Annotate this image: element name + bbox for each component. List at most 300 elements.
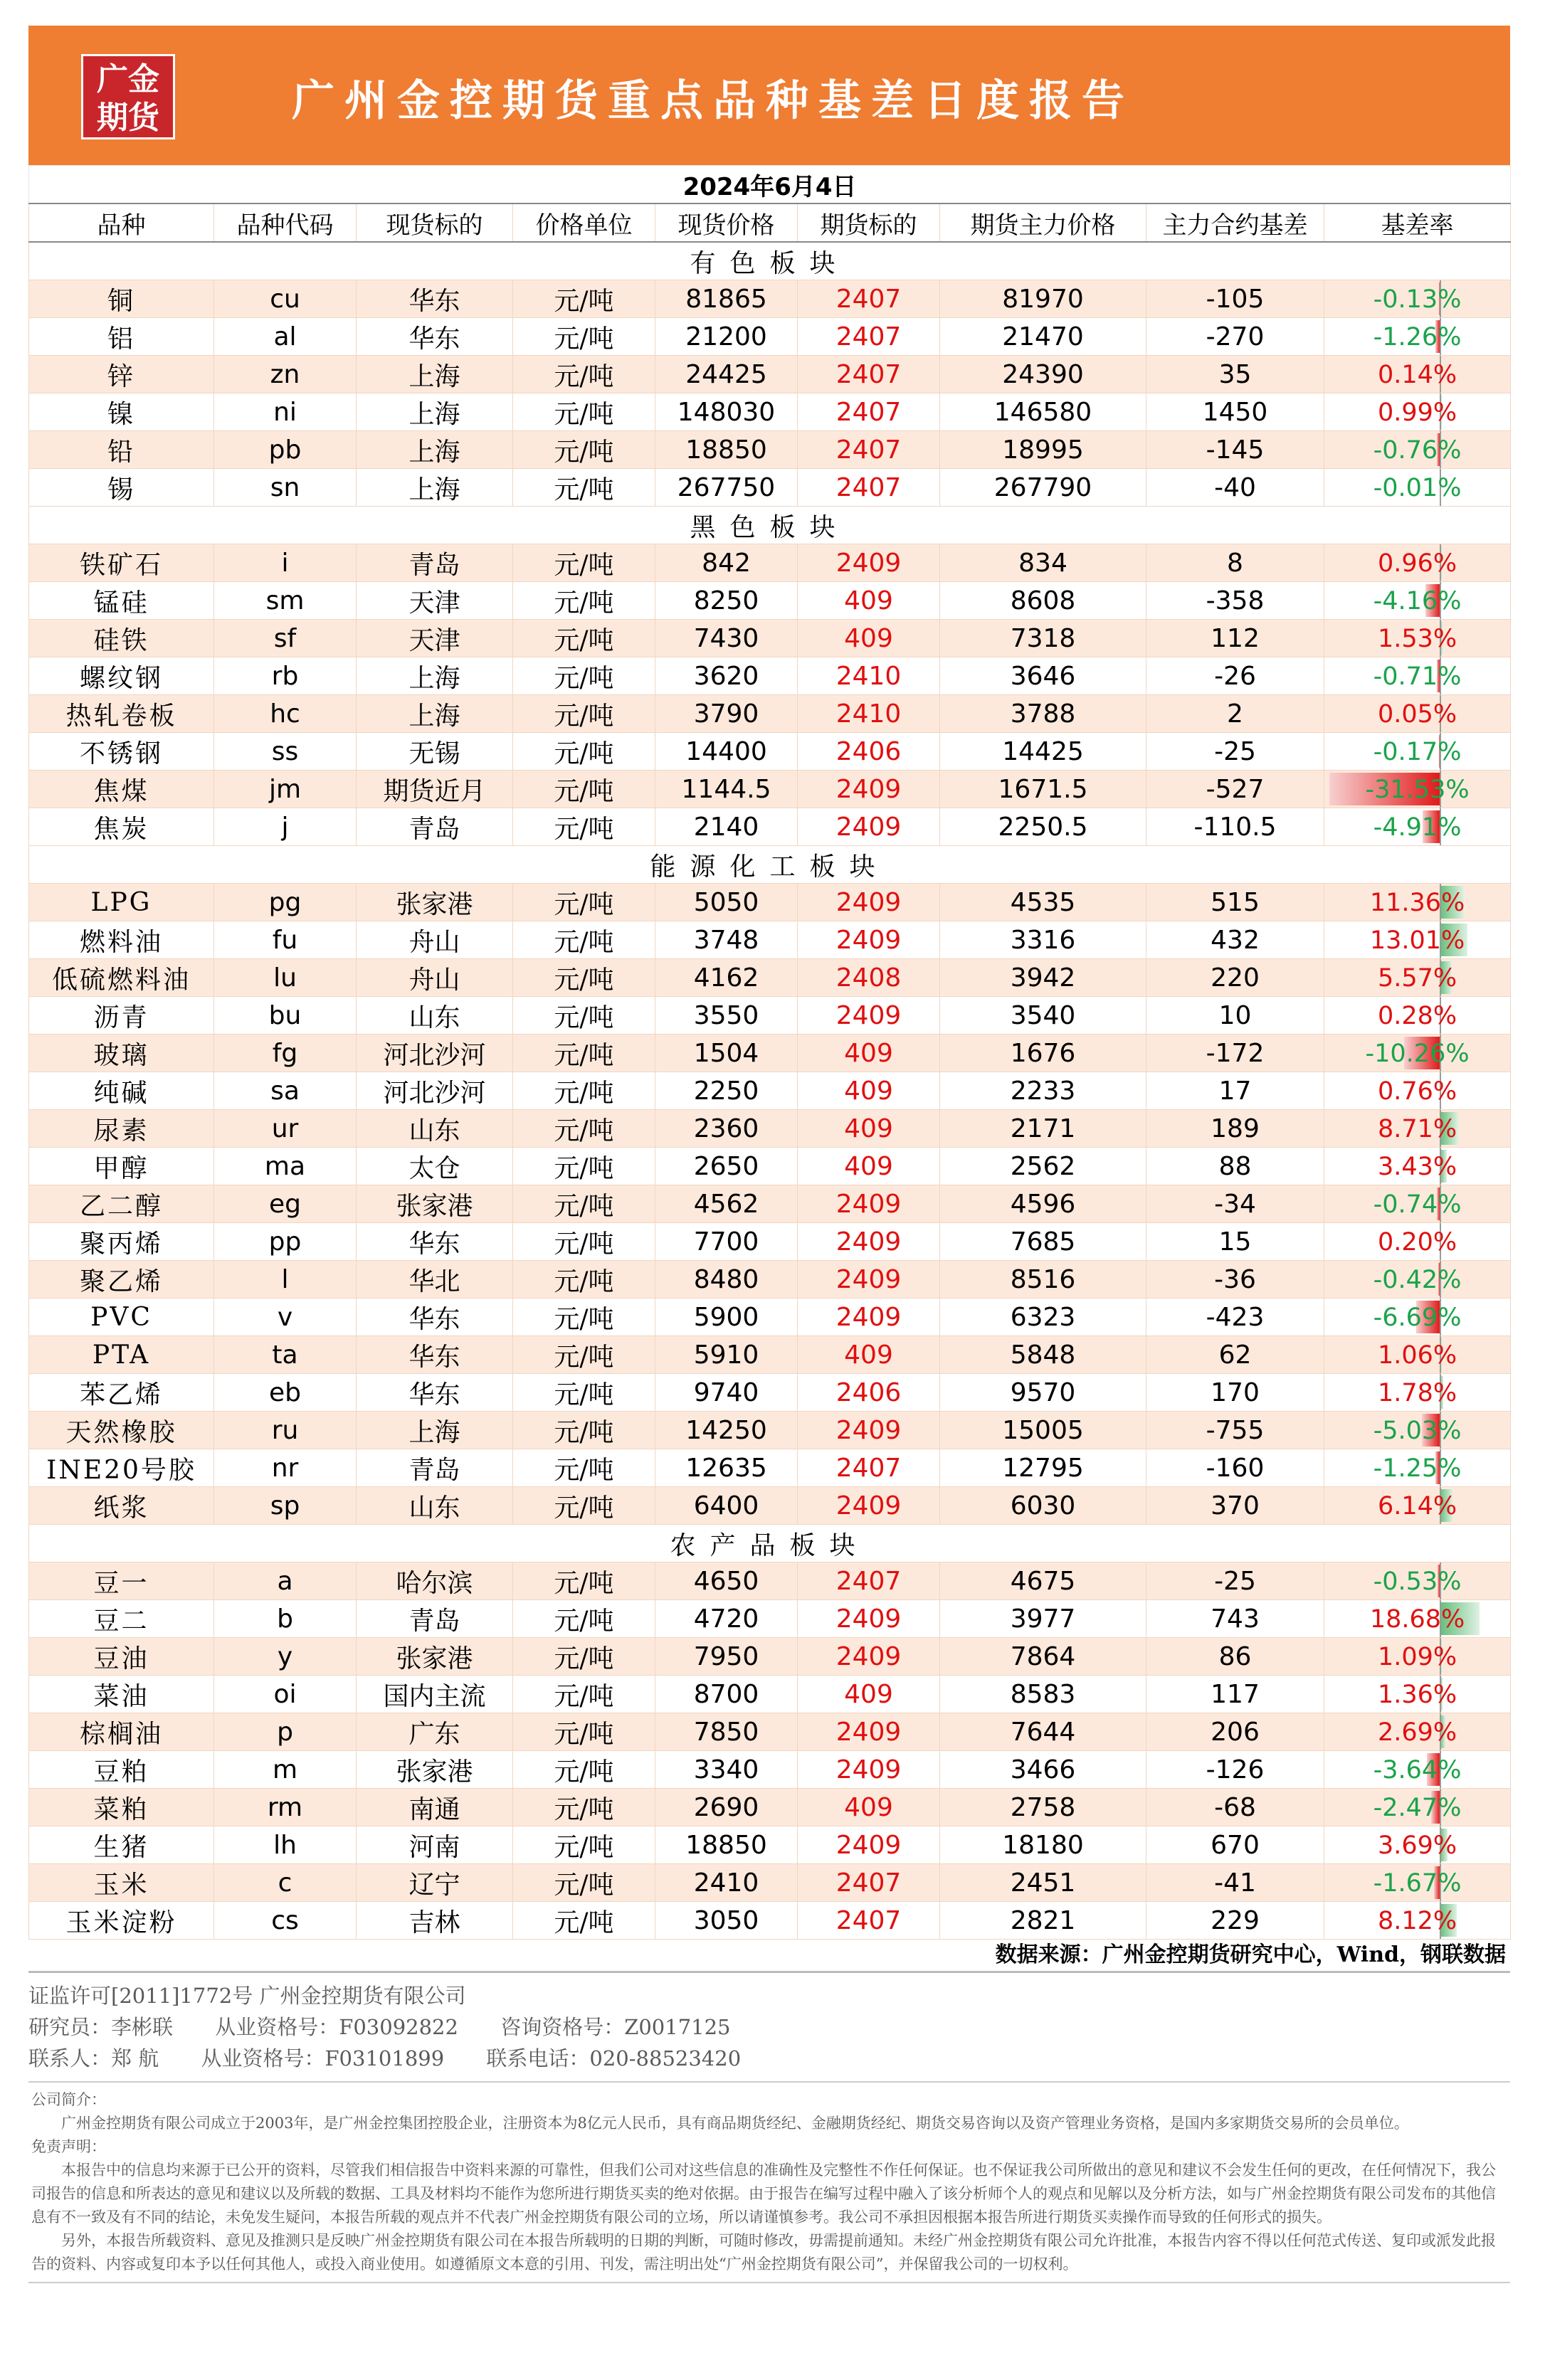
commodity-code: y: [214, 1638, 357, 1676]
commodity-code: b: [214, 1600, 357, 1638]
table-row: [29, 1638, 1511, 1676]
commodity-code: l: [214, 1261, 357, 1299]
disclaimer-paragraph-2: 另外，本报告所载资料、意见及推测只是反映广州金控期货有限公司在本报告所载明的日期的判断，可随时修改，毋需提前通知。未经广州金控期货有限公司允许批准，本报告内容不得以任何范式传送、复印或派发此报告的资料、内容或复印本予以任何其他人，或投入商业使用。如遵循原文本意的引用、刊发，需注明出处“广州金控期货有限公司”，并保留我公司的一切权利。: [31, 2232, 1496, 2273]
logo-line-2: 期货: [97, 100, 159, 136]
basis-rate-value: -6.69%: [1373, 1303, 1462, 1332]
futures-price: 2562: [940, 1148, 1146, 1185]
table-row: [29, 1110, 1511, 1148]
price-unit: 元/吨: [513, 469, 655, 507]
basis-rate-cell: [1324, 1864, 1511, 1902]
spot-price: 3620: [655, 657, 798, 695]
basis-rate-cell: [1324, 1374, 1511, 1412]
basis-rate-cell: [1324, 280, 1511, 318]
basis-rate-value: 0.76%: [1377, 1077, 1457, 1106]
futures-contract: 409: [798, 1035, 940, 1072]
commodity-code: p: [214, 1713, 357, 1751]
futures-price: 4675: [940, 1562, 1146, 1600]
spot-location: 青岛: [357, 1600, 513, 1638]
table-row: [29, 1676, 1511, 1713]
futures-price: 18180: [940, 1826, 1146, 1864]
commodity-name: INE20号胶: [29, 1449, 214, 1487]
basis-rate-value: 1.53%: [1377, 624, 1457, 653]
futures-price: 3942: [940, 959, 1146, 997]
basis-value: 117: [1146, 1676, 1324, 1713]
basis-value: 515: [1146, 884, 1324, 921]
basis-rate-value: -0.53%: [1373, 1567, 1462, 1596]
futures-contract: 2409: [798, 884, 940, 921]
spot-price: 3340: [655, 1751, 798, 1789]
basis-rate-value: -5.03%: [1373, 1416, 1462, 1445]
spot-price: 4562: [655, 1185, 798, 1223]
commodity-code: v: [214, 1299, 357, 1336]
commodity-code: sp: [214, 1487, 357, 1525]
spot-location: 张家港: [357, 1751, 513, 1789]
spot-price: 9740: [655, 1374, 798, 1412]
spot-price: 1144.5: [655, 771, 798, 808]
futures-contract: 2409: [798, 808, 940, 846]
spot-location: 张家港: [357, 1638, 513, 1676]
basis-rate-value: -0.76%: [1373, 435, 1462, 465]
commodity-code: nr: [214, 1449, 357, 1487]
futures-price: 2821: [940, 1902, 1146, 1940]
commodity-code: sn: [214, 469, 357, 507]
table-row: [29, 431, 1511, 469]
basis-value: 17: [1146, 1072, 1324, 1110]
commodity-code: zn: [214, 356, 357, 393]
spot-price: 267750: [655, 469, 798, 507]
futures-contract: 2410: [798, 695, 940, 733]
contact-name: 联系人：郑 航: [28, 2046, 159, 2070]
table-row: [29, 1449, 1511, 1487]
disclaimer-paragraph-1: 本报告中的信息均来源于已公开的资料，尽管我们相信报告中资料来源的可靠性，但我们公司对这些信息的准确性及完整性不作任何保证。也不保证我公司所做出的意见和建议不会发生任何的更改，在任何情况下，我公司报告的信息和所表达的意见和建议以及所载的数据、工具及材料均不能作为您所进行期货买卖的绝对依据。由于报告在编写过程中融入了该分析师个人的观点和见解以及分析方法，如与广州金控期货有限公司发布的其他信息有不一致及有不同的结论，未免发生疑问，本报告所载的观点并不代表广州金控期货有限公司的立场，所以请谨慎参考。我公司不承担因根据本报告所进行期货买卖操作而导致的任何形式的损失。: [31, 2162, 1496, 2226]
basis-rate-cell: [1324, 1562, 1511, 1600]
basis-rate-value: 6.14%: [1377, 1491, 1457, 1520]
futures-price: 3466: [940, 1751, 1146, 1789]
price-unit: 元/吨: [513, 1223, 655, 1261]
spot-location: 哈尔滨: [357, 1562, 513, 1600]
table-row: [29, 544, 1511, 582]
price-unit: 元/吨: [513, 1299, 655, 1336]
basis-value: -34: [1146, 1185, 1324, 1223]
table-row: [29, 997, 1511, 1035]
table-row: [29, 318, 1511, 356]
spot-price: 8700: [655, 1676, 798, 1713]
commodity-name: 铁矿石: [29, 544, 214, 582]
commodity-name: 豆油: [29, 1638, 214, 1676]
spot-price: 7700: [655, 1223, 798, 1261]
spot-price: 18850: [655, 1826, 798, 1864]
commodity-code: a: [214, 1562, 357, 1600]
basis-value: -25: [1146, 1562, 1324, 1600]
price-unit: 元/吨: [513, 771, 655, 808]
basis-rate-value: -0.01%: [1373, 473, 1462, 502]
basis-rate-cell: [1324, 997, 1511, 1035]
basis-rate-cell: [1324, 808, 1511, 846]
spot-price: 1504: [655, 1035, 798, 1072]
table-row: [29, 1261, 1511, 1299]
futures-price: 12795: [940, 1449, 1146, 1487]
section-title: 农产品板块: [29, 1525, 1511, 1562]
table-row: [29, 469, 1511, 507]
basis-value: -527: [1146, 771, 1324, 808]
futures-price: 2451: [940, 1864, 1146, 1902]
spot-location: 河北沙河: [357, 1072, 513, 1110]
basis-rate-value: -0.42%: [1373, 1265, 1462, 1294]
table-row: [29, 1412, 1511, 1449]
spot-price: 5900: [655, 1299, 798, 1336]
price-unit: 元/吨: [513, 1902, 655, 1940]
basis-value: 1450: [1146, 393, 1324, 431]
spot-price: 2690: [655, 1789, 798, 1826]
basis-rate-cell: [1324, 733, 1511, 771]
basis-rate-cell: [1324, 1148, 1511, 1185]
spot-price: 5910: [655, 1336, 798, 1374]
spot-price: 2140: [655, 808, 798, 846]
basis-rate-cell: [1324, 1336, 1511, 1374]
futures-contract: 409: [798, 1110, 940, 1148]
spot-location: 无锡: [357, 733, 513, 771]
date-row: [29, 166, 1511, 204]
table-row: [29, 1374, 1511, 1412]
basis-value: 88: [1146, 1148, 1324, 1185]
section-header-row: [29, 846, 1511, 884]
table-row: [29, 1299, 1511, 1336]
basis-rate-value: 3.69%: [1377, 1831, 1457, 1860]
futures-contract: 2409: [798, 1412, 940, 1449]
futures-contract: 2406: [798, 1374, 940, 1412]
basis-value: -41: [1146, 1864, 1324, 1902]
report-header: [28, 26, 1510, 165]
basis-rate-cell: [1324, 695, 1511, 733]
basis-value: -68: [1146, 1789, 1324, 1826]
futures-contract: 2409: [798, 1185, 940, 1223]
basis-rate-cell: [1324, 356, 1511, 393]
basis-value: 15: [1146, 1223, 1324, 1261]
basis-rate-value: -0.13%: [1373, 285, 1462, 314]
table-row: [29, 695, 1511, 733]
column-header: 期货主力价格: [940, 203, 1146, 242]
commodity-name: 铅: [29, 431, 214, 469]
price-unit: 元/吨: [513, 1035, 655, 1072]
basis-rate-cell: [1324, 1600, 1511, 1638]
basis-rate-value: -4.16%: [1373, 586, 1462, 615]
basis-rate-value: 13.01%: [1369, 926, 1465, 955]
basis-rate-value: 18.68%: [1369, 1604, 1465, 1634]
futures-price: 8516: [940, 1261, 1146, 1299]
intro-text: 广州金控期货有限公司成立于2003年，是广州金控集团控股企业，注册资本为8亿元人民币，具有商品期货经纪、金融期货经纪、期货交易咨询以及资产管理业务资格，是国内多家期货交易所的会员单位。: [61, 2115, 1409, 2132]
basis-rate-value: -1.25%: [1373, 1454, 1462, 1483]
commodity-code: ta: [214, 1336, 357, 1374]
report-title: 广州金控期货重点品种基差日度报告: [292, 76, 1134, 126]
spot-price: 18850: [655, 431, 798, 469]
commodity-name: 尿素: [29, 1110, 214, 1148]
spot-location: 张家港: [357, 1185, 513, 1223]
futures-contract: 409: [798, 1336, 940, 1374]
basis-value: 112: [1146, 620, 1324, 657]
basis-rate-value: -1.26%: [1373, 322, 1462, 351]
commodity-code: eg: [214, 1185, 357, 1223]
basis-rate-value: 3.43%: [1377, 1152, 1457, 1181]
price-unit: 元/吨: [513, 695, 655, 733]
price-unit: 元/吨: [513, 1336, 655, 1374]
futures-price: 3540: [940, 997, 1146, 1035]
spot-location: 上海: [357, 1412, 513, 1449]
report-date: 2024年6月4日: [29, 166, 1511, 204]
table-row: [29, 733, 1511, 771]
price-unit: 元/吨: [513, 1110, 655, 1148]
commodity-code: m: [214, 1751, 357, 1789]
commodity-code: sa: [214, 1072, 357, 1110]
company-info: [28, 1980, 1510, 2074]
futures-contract: 2406: [798, 733, 940, 771]
commodity-name: 焦炭: [29, 808, 214, 846]
futures-contract: 2407: [798, 1864, 940, 1902]
commodity-name: 沥青: [29, 997, 214, 1035]
table-row: [29, 620, 1511, 657]
table-row: [29, 657, 1511, 695]
futures-price: 2233: [940, 1072, 1146, 1110]
price-unit: 元/吨: [513, 393, 655, 431]
spot-location: 青岛: [357, 1449, 513, 1487]
basis-value: -25: [1146, 733, 1324, 771]
spot-location: 天津: [357, 620, 513, 657]
column-header: 现货价格: [655, 203, 798, 242]
commodity-code: ni: [214, 393, 357, 431]
spot-location: 华东: [357, 1223, 513, 1261]
futures-price: 2758: [940, 1789, 1146, 1826]
basis-value: -126: [1146, 1751, 1324, 1789]
commodity-name: 锌: [29, 356, 214, 393]
price-unit: 元/吨: [513, 356, 655, 393]
commodity-code: ru: [214, 1412, 357, 1449]
price-unit: 元/吨: [513, 1374, 655, 1412]
commodity-code: ss: [214, 733, 357, 771]
spot-location: 天津: [357, 582, 513, 620]
basis-rate-cell: [1324, 884, 1511, 921]
spot-location: 华东: [357, 1299, 513, 1336]
spot-location: 张家港: [357, 884, 513, 921]
commodity-name: 棕榈油: [29, 1713, 214, 1751]
basis-rate-cell: [1324, 1449, 1511, 1487]
spot-price: 2250: [655, 1072, 798, 1110]
commodity-name: 甲醇: [29, 1148, 214, 1185]
table-row: [29, 1600, 1511, 1638]
basis-value: 370: [1146, 1487, 1324, 1525]
basis-value: -26: [1146, 657, 1324, 695]
basis-rate-value: -10.26%: [1365, 1039, 1470, 1068]
spot-location: 舟山: [357, 921, 513, 959]
spot-price: 3550: [655, 997, 798, 1035]
basis-rate-cell: [1324, 1185, 1511, 1223]
spot-location: 河北沙河: [357, 1035, 513, 1072]
spot-price: 14250: [655, 1412, 798, 1449]
spot-location: 华北: [357, 1261, 513, 1299]
commodity-name: 镍: [29, 393, 214, 431]
spot-price: 148030: [655, 393, 798, 431]
commodity-name: 豆一: [29, 1562, 214, 1600]
spot-location: 华东: [357, 280, 513, 318]
table-row: [29, 1185, 1511, 1223]
basis-value: 743: [1146, 1600, 1324, 1638]
commodity-code: fu: [214, 921, 357, 959]
futures-price: 8608: [940, 582, 1146, 620]
spot-location: 华东: [357, 1374, 513, 1412]
spot-price: 7430: [655, 620, 798, 657]
commodity-name: LPG: [29, 884, 214, 921]
researcher-qualification: 从业资格号：F03092822: [215, 2015, 458, 2039]
commodity-code: cu: [214, 280, 357, 318]
basis-rate-value: 0.99%: [1377, 398, 1457, 427]
spot-location: 吉林: [357, 1902, 513, 1940]
futures-price: 8583: [940, 1676, 1146, 1713]
futures-contract: 2409: [798, 1261, 940, 1299]
spot-price: 2650: [655, 1148, 798, 1185]
price-unit: 元/吨: [513, 997, 655, 1035]
commodity-code: fg: [214, 1035, 357, 1072]
price-unit: 元/吨: [513, 733, 655, 771]
section-title: 有色板块: [29, 242, 1511, 280]
spot-location: 国内主流: [357, 1676, 513, 1713]
basis-value: 2: [1146, 695, 1324, 733]
commodity-name: 锰硅: [29, 582, 214, 620]
commodity-code: oi: [214, 1676, 357, 1713]
table-row: [29, 1035, 1511, 1072]
basis-value: 220: [1146, 959, 1324, 997]
basis-value: -160: [1146, 1449, 1324, 1487]
futures-contract: 409: [798, 1072, 940, 1110]
section-header-row: [29, 507, 1511, 544]
table-row: [29, 808, 1511, 846]
section-title: 能源化工板块: [29, 846, 1511, 884]
spot-price: 3050: [655, 1902, 798, 1940]
futures-price: 3316: [940, 921, 1146, 959]
futures-contract: 2408: [798, 959, 940, 997]
commodity-code: eb: [214, 1374, 357, 1412]
table-row: [29, 959, 1511, 997]
futures-price: 3788: [940, 695, 1146, 733]
price-unit: 元/吨: [513, 1826, 655, 1864]
table-row: [29, 1789, 1511, 1826]
price-unit: 元/吨: [513, 884, 655, 921]
basis-rate-value: 8.71%: [1377, 1114, 1457, 1143]
basis-value: -755: [1146, 1412, 1324, 1449]
price-unit: 元/吨: [513, 1487, 655, 1525]
futures-contract: 2409: [798, 1713, 940, 1751]
futures-contract: 2407: [798, 356, 940, 393]
contact-phone: 联系电话：020-88523420: [486, 2046, 742, 2070]
spot-price: 4720: [655, 1600, 798, 1638]
basis-rate-value: -0.17%: [1373, 737, 1462, 766]
spot-price: 6400: [655, 1487, 798, 1525]
commodity-code: c: [214, 1864, 357, 1902]
commodity-code: pg: [214, 884, 357, 921]
futures-price: 834: [940, 544, 1146, 582]
price-unit: 元/吨: [513, 318, 655, 356]
price-unit: 元/吨: [513, 1600, 655, 1638]
commodity-name: 玻璃: [29, 1035, 214, 1072]
futures-price: 15005: [940, 1412, 1146, 1449]
basis-rate-value: -4.91%: [1373, 813, 1462, 842]
futures-contract: 2407: [798, 1449, 940, 1487]
basis-rate-cell: [1324, 1110, 1511, 1148]
futures-price: 21470: [940, 318, 1146, 356]
basis-value: 86: [1146, 1638, 1324, 1676]
basis-value: -172: [1146, 1035, 1324, 1072]
column-header: 基差率: [1324, 203, 1511, 242]
futures-contract: 2409: [798, 771, 940, 808]
spot-location: 华东: [357, 1336, 513, 1374]
spot-price: 81865: [655, 280, 798, 318]
section-title: 黑色板块: [29, 507, 1511, 544]
price-unit: 元/吨: [513, 1751, 655, 1789]
basis-value: 35: [1146, 356, 1324, 393]
spot-location: 广东: [357, 1713, 513, 1751]
spot-location: 上海: [357, 393, 513, 431]
commodity-name: 硅铁: [29, 620, 214, 657]
table-row: [29, 1826, 1511, 1864]
commodity-code: pb: [214, 431, 357, 469]
price-unit: 元/吨: [513, 1449, 655, 1487]
price-unit: 元/吨: [513, 280, 655, 318]
price-unit: 元/吨: [513, 1864, 655, 1902]
futures-price: 7864: [940, 1638, 1146, 1676]
table-row: [29, 582, 1511, 620]
table-row: [29, 280, 1511, 318]
basis-value: 10: [1146, 997, 1324, 1035]
spot-location: 上海: [357, 657, 513, 695]
logo-line-1: 广金: [97, 61, 159, 97]
basis-value: 432: [1146, 921, 1324, 959]
futures-price: 1676: [940, 1035, 1146, 1072]
basis-value: 206: [1146, 1713, 1324, 1751]
basis-rate-cell: [1324, 582, 1511, 620]
futures-price: 4535: [940, 884, 1146, 921]
commodity-code: rm: [214, 1789, 357, 1826]
futures-price: 7644: [940, 1713, 1146, 1751]
price-unit: 元/吨: [513, 1072, 655, 1110]
column-header-row: [29, 203, 1511, 242]
commodity-name: 菜油: [29, 1676, 214, 1713]
spot-price: 5050: [655, 884, 798, 921]
futures-price: 18995: [940, 431, 1146, 469]
futures-contract: 2409: [798, 1223, 940, 1261]
price-unit: 元/吨: [513, 1148, 655, 1185]
price-unit: 元/吨: [513, 1412, 655, 1449]
table-row: [29, 1223, 1511, 1261]
basis-rate-cell: [1324, 318, 1511, 356]
price-unit: 元/吨: [513, 921, 655, 959]
spot-location: 山东: [357, 997, 513, 1035]
basis-rate-cell: [1324, 1676, 1511, 1713]
futures-contract: 2407: [798, 431, 940, 469]
futures-price: 81970: [940, 280, 1146, 318]
basis-rate-value: 1.36%: [1377, 1680, 1457, 1709]
commodity-code: lh: [214, 1826, 357, 1864]
futures-price: 24390: [940, 356, 1146, 393]
section-header-row: [29, 242, 1511, 280]
basis-rate-value: 1.09%: [1377, 1642, 1457, 1671]
futures-price: 2171: [940, 1110, 1146, 1148]
spot-location: 上海: [357, 695, 513, 733]
basis-rate-cell: [1324, 1412, 1511, 1449]
futures-contract: 409: [798, 1676, 940, 1713]
table-row: [29, 1072, 1511, 1110]
basis-rate-cell: [1324, 393, 1511, 431]
basis-value: -145: [1146, 431, 1324, 469]
spot-price: 8250: [655, 582, 798, 620]
futures-price: 7318: [940, 620, 1146, 657]
table-row: [29, 1864, 1511, 1902]
